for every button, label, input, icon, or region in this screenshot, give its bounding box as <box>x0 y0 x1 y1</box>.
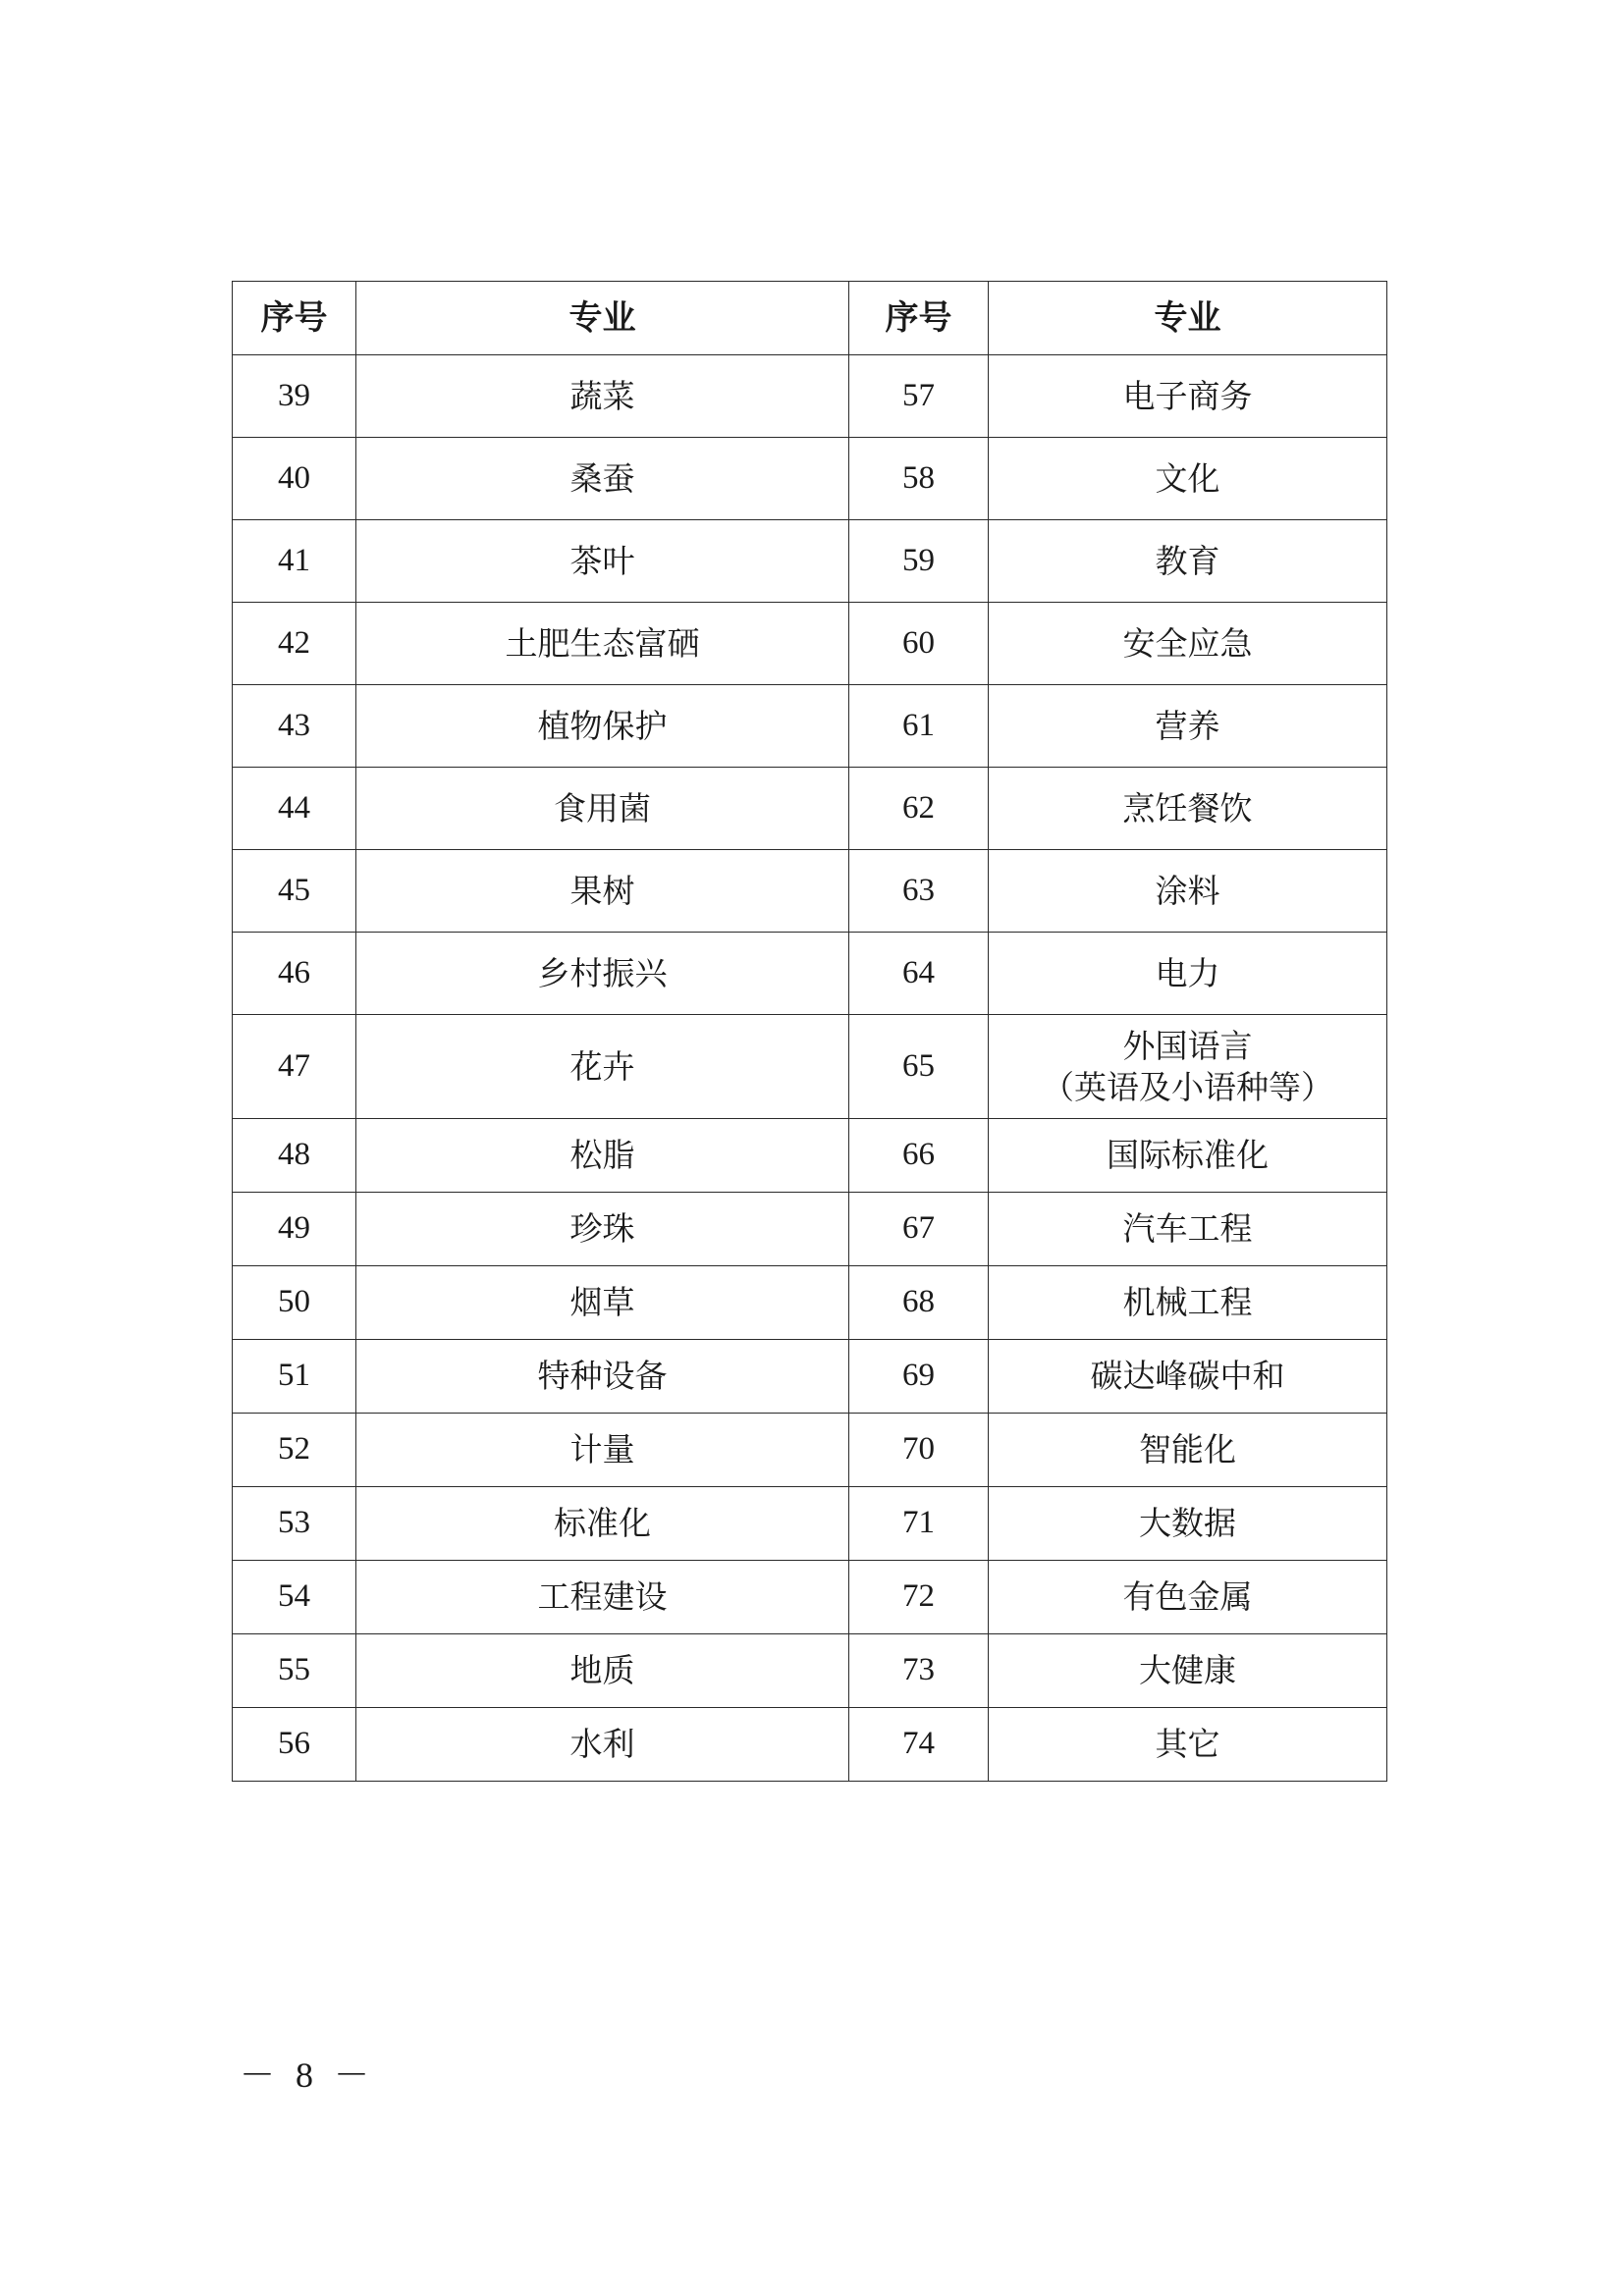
serial-right-cell: 65 <box>849 1015 989 1119</box>
serial-left-cell: 51 <box>233 1340 356 1414</box>
specialty-right-cell: 机械工程 <box>989 1266 1387 1340</box>
serial-left-cell: 48 <box>233 1119 356 1193</box>
specialty-right-cell: 教育 <box>989 520 1387 603</box>
specialty-left-cell: 工程建设 <box>356 1561 849 1634</box>
specialty-left-cell: 茶叶 <box>356 520 849 603</box>
serial-right-cell: 59 <box>849 520 989 603</box>
table-row <box>233 1119 1387 1193</box>
serial-left-cell: 39 <box>233 355 356 438</box>
table-row <box>233 1634 1387 1708</box>
serial-left-cell: 53 <box>233 1487 356 1561</box>
specialty-right-cell: 智能化 <box>989 1414 1387 1487</box>
table-row <box>233 1193 1387 1266</box>
specialty-left-cell: 花卉 <box>356 1015 849 1119</box>
specialty-left-cell: 果树 <box>356 850 849 933</box>
table-row <box>233 1561 1387 1634</box>
table-row <box>233 355 1387 438</box>
serial-right-cell: 70 <box>849 1414 989 1487</box>
table-row <box>233 1708 1387 1782</box>
serial-right-cell: 57 <box>849 355 989 438</box>
specialty-right-cell: 电子商务 <box>989 355 1387 438</box>
specialty-right-cell: 涂料 <box>989 850 1387 933</box>
specialty-right-cell: 电力 <box>989 933 1387 1015</box>
specialty-right-cell: 碳达峰碳中和 <box>989 1340 1387 1414</box>
serial-right-cell: 68 <box>849 1266 989 1340</box>
table-row <box>233 1340 1387 1414</box>
specialty-right-cell: 安全应急 <box>989 603 1387 685</box>
table-row <box>233 520 1387 603</box>
header-specialty-left: 专业 <box>356 282 849 355</box>
serial-right-cell: 58 <box>849 438 989 520</box>
specialty-left-cell: 食用菌 <box>356 768 849 850</box>
table-row <box>233 850 1387 933</box>
table-row <box>233 1266 1387 1340</box>
specialty-right-cell: 国际标准化 <box>989 1119 1387 1193</box>
serial-left-cell: 47 <box>233 1015 356 1119</box>
specialty-left-cell: 水利 <box>356 1708 849 1782</box>
serial-right-cell: 61 <box>849 685 989 768</box>
serial-right-cell: 67 <box>849 1193 989 1266</box>
specialty-left-cell: 土肥生态富硒 <box>356 603 849 685</box>
table-row <box>233 1487 1387 1561</box>
serial-right-cell: 73 <box>849 1634 989 1708</box>
specialty-left-cell: 珍珠 <box>356 1193 849 1266</box>
specialty-left-cell: 植物保护 <box>356 685 849 768</box>
specialty-right-cell: 有色金属 <box>989 1561 1387 1634</box>
specialty-right-line-1: 外国语言 <box>1122 1027 1253 1066</box>
page-number: － 8 － <box>240 2056 376 2095</box>
serial-left-cell: 40 <box>233 438 356 520</box>
specialty-right-cell: 营养 <box>989 685 1387 768</box>
serial-left-cell: 42 <box>233 603 356 685</box>
table-row <box>233 603 1387 685</box>
specialty-right-cell: 其它 <box>989 1708 1387 1782</box>
specialty-left-cell: 乡村振兴 <box>356 933 849 1015</box>
serial-right-cell: 74 <box>849 1708 989 1782</box>
serial-left-cell: 44 <box>233 768 356 850</box>
specialty-right-cell: 文化 <box>989 438 1387 520</box>
table-header-row <box>233 282 1387 355</box>
serial-right-cell: 69 <box>849 1340 989 1414</box>
header-serial-right: 序号 <box>849 282 989 355</box>
table-row <box>233 768 1387 850</box>
serial-left-cell: 45 <box>233 850 356 933</box>
serial-left-cell: 46 <box>233 933 356 1015</box>
specialty-left-cell: 桑蚕 <box>356 438 849 520</box>
serial-right-cell: 64 <box>849 933 989 1015</box>
serial-left-cell: 49 <box>233 1193 356 1266</box>
specialty-right-cell: 烹饪餐饮 <box>989 768 1387 850</box>
specialty-left-cell: 蔬菜 <box>356 355 849 438</box>
serial-left-cell: 41 <box>233 520 356 603</box>
serial-right-cell: 60 <box>849 603 989 685</box>
serial-right-cell: 71 <box>849 1487 989 1561</box>
specialty-left-cell: 松脂 <box>356 1119 849 1193</box>
serial-right-cell: 72 <box>849 1561 989 1634</box>
serial-left-cell: 43 <box>233 685 356 768</box>
table-row <box>233 1414 1387 1487</box>
table-row <box>233 1015 1387 1119</box>
serial-right-cell: 62 <box>849 768 989 850</box>
specialty-right-cell: 大健康 <box>989 1634 1387 1708</box>
specialty-table <box>232 281 1387 1782</box>
specialty-right-cell: 汽车工程 <box>989 1193 1387 1266</box>
serial-left-cell: 56 <box>233 1708 356 1782</box>
table-row <box>233 685 1387 768</box>
serial-left-cell: 50 <box>233 1266 356 1340</box>
serial-right-cell: 63 <box>849 850 989 933</box>
serial-left-cell: 55 <box>233 1634 356 1708</box>
specialty-left-cell: 地质 <box>356 1634 849 1708</box>
table-row <box>233 438 1387 520</box>
header-serial-left: 序号 <box>233 282 356 355</box>
specialty-left-cell: 标准化 <box>356 1487 849 1561</box>
specialty-right-line-2: （英语及小语种等） <box>1042 1067 1333 1106</box>
specialty-left-cell: 特种设备 <box>356 1340 849 1414</box>
specialty-left-cell: 烟草 <box>356 1266 849 1340</box>
header-specialty-right: 专业 <box>989 282 1387 355</box>
serial-left-cell: 52 <box>233 1414 356 1487</box>
specialty-right-cell <box>989 1015 1387 1119</box>
specialty-right-cell: 大数据 <box>989 1487 1387 1561</box>
serial-right-cell: 66 <box>849 1119 989 1193</box>
specialty-left-cell: 计量 <box>356 1414 849 1487</box>
serial-left-cell: 54 <box>233 1561 356 1634</box>
table-row <box>233 933 1387 1015</box>
